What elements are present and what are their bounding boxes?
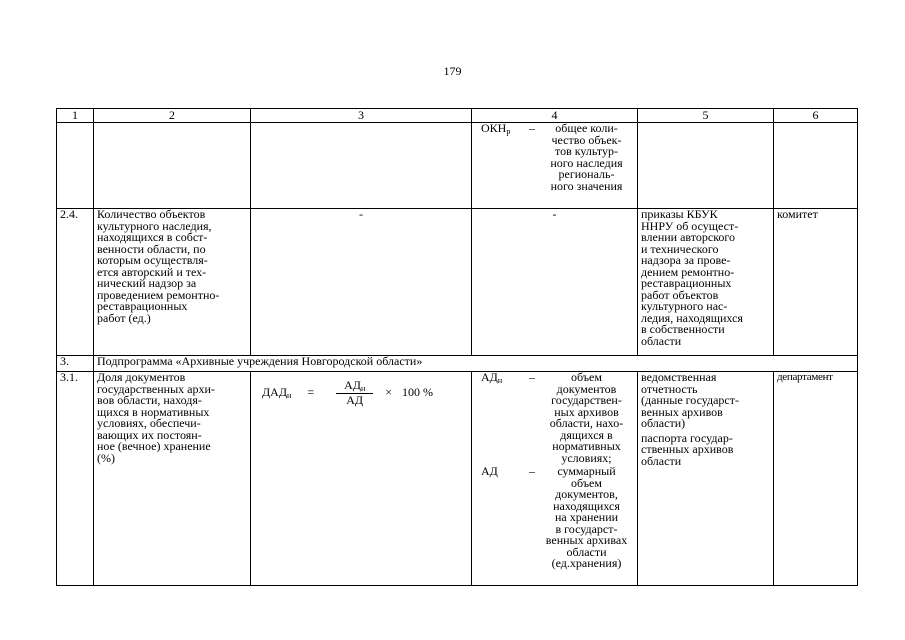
subprogram-title: Подпрограмма «Архивные учреждения Новгородской области» xyxy=(94,356,858,372)
dash: – xyxy=(529,370,535,384)
definition-text: общее коли- чество объек- тов культур- ного наследия региональ- ного значения xyxy=(550,121,623,193)
indicators-table xyxy=(56,108,858,586)
definition-cell xyxy=(472,372,638,586)
source-text-1: ведомственная отчетность (данные государст- венных архивов области) xyxy=(641,370,739,430)
indicator-text: Доля документов государственных архи- вов области, находя- щихся в нормативных условиях, обеспечи- вающих их постоян- ное (вечное) хранение (%) xyxy=(94,372,251,586)
table-row-continuation xyxy=(57,123,858,209)
cell-definition xyxy=(472,123,638,209)
row-number: 2.4. xyxy=(57,209,94,356)
definition-text: суммарный объем документов, находящихся на хранении в государст- венных архивах области (ед.хранения) xyxy=(545,464,628,570)
cell-source xyxy=(638,123,774,209)
formula-equals: = xyxy=(307,385,315,400)
formula-percent: 100 % xyxy=(402,385,434,400)
fraction-numerator: $АД_н$ xyxy=(336,380,373,394)
responsible-text: комитет xyxy=(774,209,858,356)
responsible-text: департамент xyxy=(774,372,858,586)
cell-indicator xyxy=(94,123,251,209)
source-text-2: паспорта государ- ственных архивов области xyxy=(641,430,734,468)
header-row xyxy=(57,109,858,123)
table-row-3-1 xyxy=(57,372,858,586)
definition-text: объем документов государствен- ных архивов области, нахо- дящихся в нормативных условиях; xyxy=(549,370,624,465)
formula-cell xyxy=(251,372,472,586)
cell-num xyxy=(57,123,94,209)
page-number: 179 xyxy=(443,64,462,78)
header-col-3: 3 xyxy=(251,109,472,123)
definition-cell: - xyxy=(472,209,638,356)
header-col-1: 1 xyxy=(57,109,94,123)
symbol-definition xyxy=(475,466,634,570)
formula-cell: - xyxy=(251,209,472,356)
indicator-text: Количество объектов культурного наследия, находящихся в собст- венности области, по которым осуществля- ется авторский и тех- нический надзор за проведением ремонтно- реставрационных работ (ед.) xyxy=(94,209,251,356)
cell-formula xyxy=(251,123,472,209)
row-number: 3.1. xyxy=(57,372,94,586)
fraction-denominator: АД xyxy=(346,392,364,407)
dash: – xyxy=(529,121,535,135)
formula-fraction xyxy=(336,380,373,406)
row-number: 3. xyxy=(57,356,94,372)
symbol-definition xyxy=(475,123,634,192)
symbol: $ОКН_р$ xyxy=(481,121,511,136)
dash: – xyxy=(529,464,535,478)
header-col-5: 5 xyxy=(638,109,774,123)
source-text: приказы КБУК ННРУ об осущест- влении авторского и технического надзора за прове- дением ремонтно- реставрационных работ объектов культурного нас- ледия, находящихся в собственности области xyxy=(638,209,774,356)
source-cell xyxy=(638,372,774,586)
cell-responsible xyxy=(774,123,858,209)
symbol-definition xyxy=(475,372,634,464)
symbol: АД xyxy=(481,464,498,478)
symbol: $АД_н$ xyxy=(481,370,503,385)
header-col-4: 4 xyxy=(472,109,638,123)
formula-lhs: $ДАД_н$ xyxy=(262,385,292,401)
table-row-2-4 xyxy=(57,209,858,356)
header-col-6: 6 xyxy=(774,109,858,123)
formula xyxy=(262,380,468,406)
header-col-2: 2 xyxy=(94,109,251,123)
formula-times: × xyxy=(385,385,393,400)
